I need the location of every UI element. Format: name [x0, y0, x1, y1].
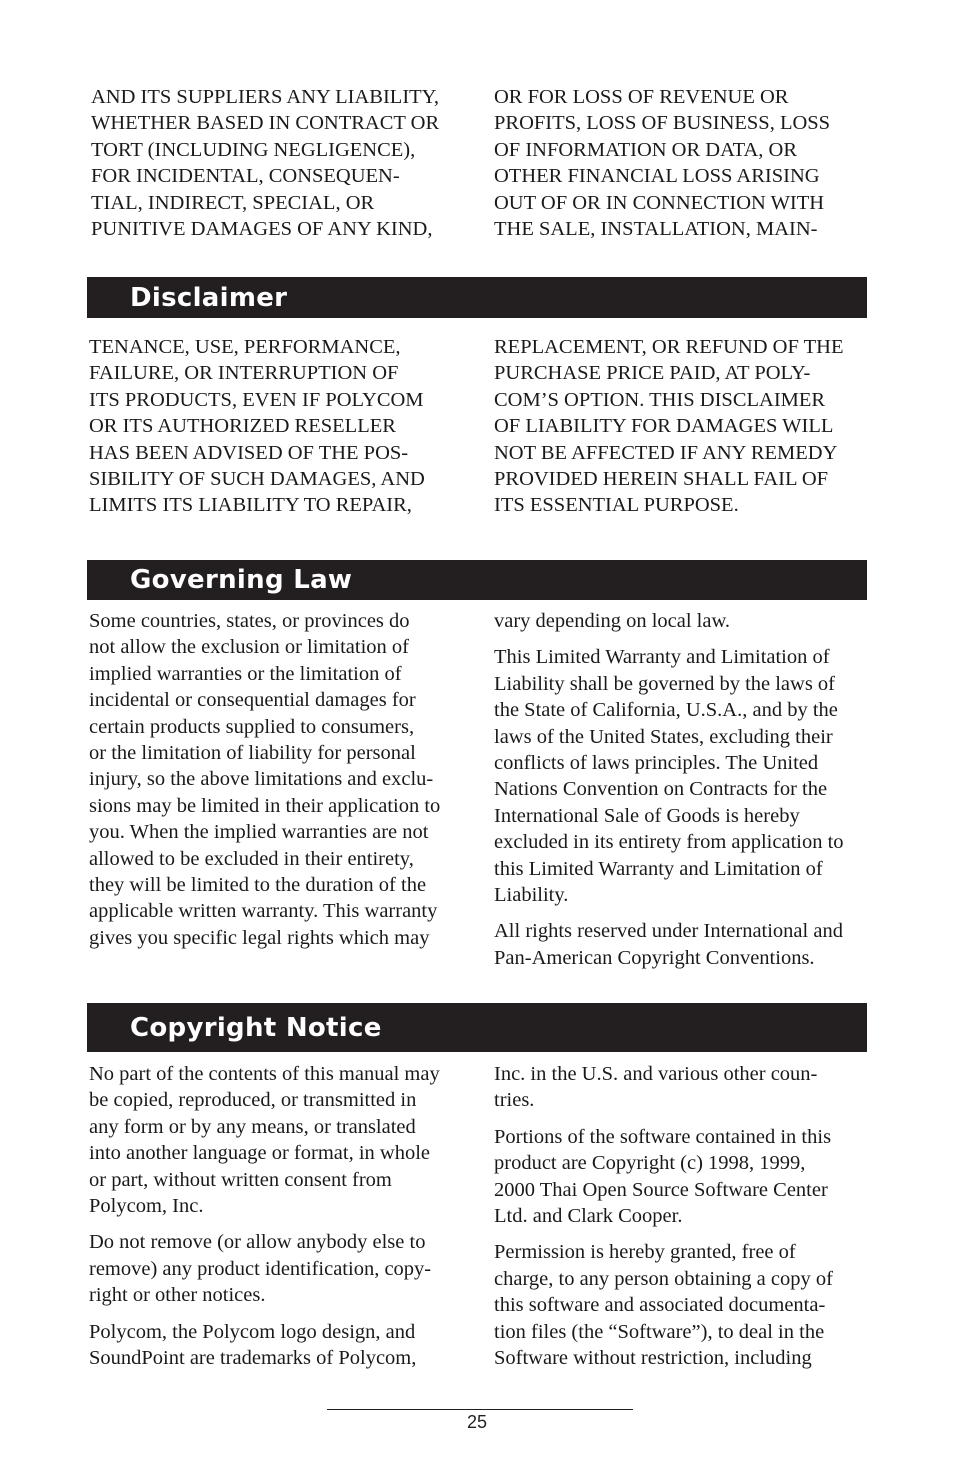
page-number: 25 — [466, 1412, 488, 1432]
disclaimer-heading-bar — [87, 277, 867, 318]
governing-law-heading: Governing Law — [130, 565, 353, 595]
governing-law-left-paragraph: Some countries, states, or provinces do not allow the exclusion or limitation of implied warranties or the limitation of incidental or consequential damages for certain products supplied to consumers, or the limitation of liability for personal injury, so the above limitations and exclu- sions may be limited in their application to you. When the implied warranties are not allowed to be excluded in their entirety, they will be limited to the duration of the applicable written warranty. This warranty gives you specific legal rights which may — [89, 610, 441, 949]
copyright-left-column — [89, 1061, 469, 1381]
disclaimer-left-column — [89, 334, 469, 529]
governing-law-right-paragraph-3: All rights reserved under International and Pan-American Copyright Conventions. — [494, 920, 843, 969]
copyright-left-paragraph-2: Do not remove (or allow anybody else to remove) any product identification, copy- right or other notices. — [89, 1231, 432, 1307]
footer-divider — [327, 1409, 633, 1410]
top-left-paragraph: AND ITS SUPPLIERS ANY LIABILITY, WHETHER BASED IN CONTRACT OR TORT (INCLUDING NEGLIGENCE), FOR INCIDENTAL, CONSEQUEN- TIAL, INDIRECT, SPECIAL, OR PUNITIVE DAMAGES OF ANY KIND, — [91, 86, 440, 241]
governing-law-heading-bar — [87, 560, 867, 600]
disclaimer-left-paragraph: TENANCE, USE, PERFORMANCE, FAILURE, OR INTERRUPTION OF ITS PRODUCTS, EVEN IF POLYCOM OR ITS AUTHORIZED RESELLER HAS BEEN ADVISED OF THE POS- SIBILITY OF SUCH DAMAGES, AND LIMITS ITS LIABILITY TO REPAIR, — [89, 336, 425, 517]
governing-law-left-column — [89, 608, 469, 961]
disclaimer-right-paragraph: REPLACEMENT, OR REFUND OF THE PURCHASE PRICE PAID, AT POLY- COM’S OPTION. THIS DISCLAIMER OF LIABILITY FOR DAMAGES WILL NOT BE AFFECTED IF ANY REMEDY PROVIDED HEREIN SHALL FAIL OF ITS ESSENTIAL PURPOSE. — [494, 336, 844, 517]
governing-law-right-paragraph-1: vary depending on local law. — [494, 610, 731, 632]
top-right-column — [494, 84, 874, 252]
top-left-column — [91, 84, 471, 252]
copyright-left-paragraph-3: Polycom, the Polycom logo design, and SoundPoint are trademarks of Polycom, — [89, 1320, 417, 1370]
copyright-right-paragraph-1: Inc. in the U.S. and various other coun- tries. — [494, 1063, 818, 1112]
copyright-right-paragraph-3: Permission is hereby granted, free of charge, to any person obtaining a copy of this software and associated documenta- tion files (the “Software”), to deal in the Software without restriction, including — [494, 1241, 833, 1370]
copyright-right-column — [494, 1061, 874, 1381]
copyright-heading-bar — [87, 1003, 867, 1052]
governing-law-right-paragraph-2: This Limited Warranty and Limitation of Liability shall be governed by the laws of the State of California, U.S.A., and by the laws of the United States, excluding their conflicts of laws principles. The United Nations Convention on Contracts for the International Sale of Goods is hereby excluded in its entirety from application to this Limited Warranty and Limitation of Liability. — [494, 646, 844, 907]
disclaimer-heading: Disclaimer — [130, 282, 288, 313]
governing-law-right-column — [494, 608, 874, 981]
copyright-left-paragraph-1: No part of the contents of this manual may be copied, reproduced, or transmitted in any form or by any means, or translated into another language or format, in whole or part, without written consent from Polycom, Inc. — [89, 1063, 440, 1218]
disclaimer-right-column — [494, 334, 874, 529]
top-right-paragraph: OR FOR LOSS OF REVENUE OR PROFITS, LOSS OF BUSINESS, LOSS OF INFORMATION OR DATA, OR OTHER FINANCIAL LOSS ARISING OUT OF OR IN CONNECTION WITH THE SALE, INSTALLATION, MAIN- — [494, 86, 831, 241]
copyright-right-paragraph-2: Portions of the software contained in this product are Copyright (c) 1998, 1999, 2000 Thai Open Source Software Center Ltd. and Clark Cooper. — [494, 1125, 832, 1228]
copyright-heading: Copyright Notice — [130, 1012, 382, 1043]
